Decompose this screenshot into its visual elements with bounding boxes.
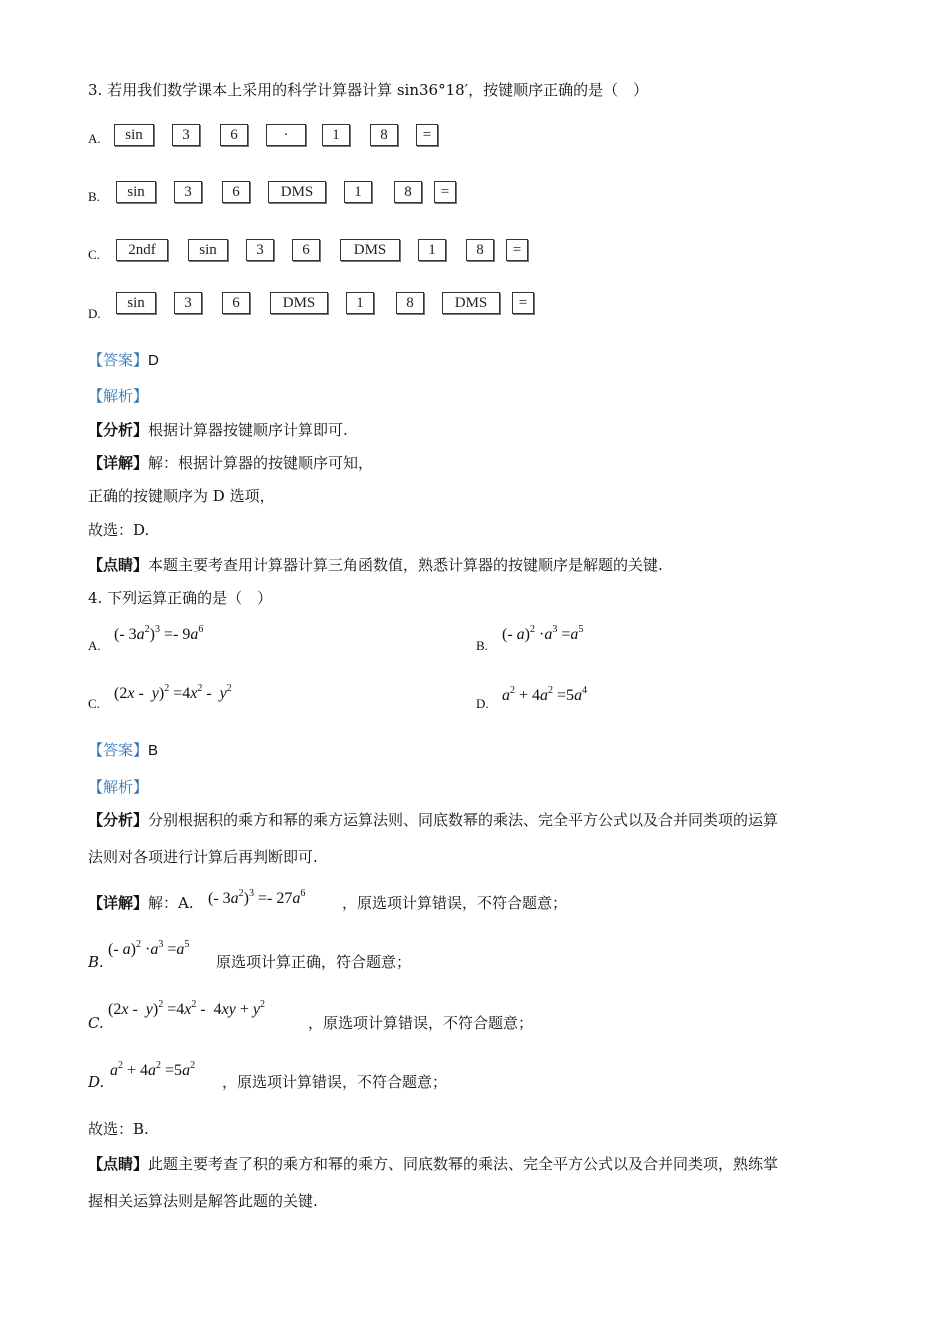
q4-detail-b-formula: (- $a)^2 \cdot a^3 =a^5$ [108, 939, 190, 958]
xiangjie-tag: 【详解】 [88, 894, 149, 912]
q4-fenxi [88, 810, 778, 830]
calc-key: 8 [466, 239, 494, 261]
q4-detail-d-formula: $a^2 + 4a^2 =5a^2$ [110, 1060, 196, 1079]
q4-xiangjie [88, 893, 194, 913]
calc-key: 3 [246, 239, 274, 261]
calc-key: = [512, 292, 534, 314]
q3-conclusion: 故选：D. [88, 521, 150, 539]
fenxi-text: 根据计算器按键顺序计算即可. [148, 421, 348, 439]
q4-option-d-letter: D. [476, 696, 489, 711]
calc-key: 6 [222, 181, 250, 203]
calc-key: DMS [268, 181, 326, 203]
q4-option-a-formula: (- $3a^2)^3 =- 9a^6$ [114, 624, 204, 643]
q4-dianjing-line2: 握相关运算法则是解答此题的关键. [88, 1192, 318, 1210]
calc-key: = [506, 239, 528, 261]
calc-key: sin [188, 239, 228, 261]
calc-key: 3 [174, 181, 202, 203]
dianjing-tag: 【点睛】 [88, 1155, 149, 1173]
q4-option-c-formula: $(2x - y)^2 =4x^2 - y^2$ [114, 683, 232, 702]
answer-value: D [148, 352, 159, 369]
q4-conclusion: 故选：B. [88, 1120, 149, 1138]
q4-detail-b-letter: B. [88, 953, 104, 971]
calc-key: DMS [270, 292, 328, 314]
calc-key: sin [116, 181, 156, 203]
q4-detail-c-formula: $(2x - y)^2 =4x^2 - 4xy + y^2$ [108, 999, 266, 1018]
calc-key: · [266, 124, 306, 146]
q4-answer [88, 740, 158, 761]
calc-key: 2ndf [116, 239, 168, 261]
calc-key: 3 [174, 292, 202, 314]
q4-option-c-letter: C. [88, 696, 100, 711]
q4-detail-d-letter: D. [88, 1073, 105, 1091]
calc-key: 8 [396, 292, 424, 314]
q4-stem: 4. 下列运算正确的是（ ） [88, 589, 273, 607]
q3-analysis-tag: 【解析】 [88, 387, 149, 405]
q4-detail-d-tail: ，原选项计算错误，不符合题意； [222, 1073, 448, 1091]
calc-key: = [416, 124, 438, 146]
q4-option-b-letter: B. [476, 638, 488, 653]
answer-tag: 【答案】 [88, 351, 149, 369]
answer-value: B [148, 742, 159, 759]
calc-key: 6 [292, 239, 320, 261]
q4-option-b-formula: (- $a)^2 \cdot a^3 =a^5$ [502, 624, 584, 643]
q3-answer [88, 350, 159, 371]
calc-key: 8 [370, 124, 398, 146]
q4-dianjing [88, 1154, 778, 1174]
q4-detail-c-letter: C. [88, 1014, 104, 1032]
q4-detail-a-tail: ，原选项计算错误，不符合题意； [342, 894, 568, 912]
q4-detail-a-formula: (- $3a^2)^3 =- 27a^6$ [208, 888, 306, 907]
calc-key: 1 [346, 292, 374, 314]
q4-detail-c-tail: ，原选项计算错误，不符合题意； [308, 1014, 534, 1032]
fenxi-tag: 【分析】 [88, 421, 149, 439]
calc-key: 1 [322, 124, 350, 146]
answer-tag: 【答案】 [88, 741, 149, 759]
dianjing-text: 此题主要考查了积的乘方和幂的乘方、同底数幂的乘法、完全平方公式以及合并同类项，熟练掌 [148, 1155, 779, 1173]
calc-key: 8 [394, 181, 422, 203]
q4-detail-b-tail: 原选项计算正确，符合题意； [216, 953, 412, 971]
calc-key: = [434, 181, 456, 203]
calc-key: sin [116, 292, 156, 314]
fenxi-tag: 【分析】 [88, 811, 149, 829]
fenxi-text: 分别根据积的乘方和幂的乘方运算法则、同底数幂的乘法、完全平方公式以及合并同类项的运算 [148, 811, 779, 829]
q3-dianjing [88, 555, 663, 575]
calc-key: 6 [220, 124, 248, 146]
q3-option-b-letter: B. [88, 189, 100, 204]
calc-key: DMS [442, 292, 500, 314]
calc-key: 3 [172, 124, 200, 146]
xiangjie-tag: 【详解】 [88, 454, 149, 472]
calc-key: 6 [222, 292, 250, 314]
calc-key: DMS [340, 239, 400, 261]
q3-xiangjie-line2: 正确的按键顺序为 D 选项， [88, 487, 275, 505]
xiangjie-prefix: 解：A. [148, 894, 194, 912]
calc-key: 1 [344, 181, 372, 203]
calc-key: sin [114, 124, 154, 146]
xiangjie-text: 解：根据计算器的按键顺序可知， [148, 454, 374, 472]
q4-analysis-tag: 【解析】 [88, 778, 149, 796]
q4-fenxi-line2: 法则对各项进行计算后再判断即可. [88, 848, 318, 866]
q3-option-c-letter: C. [88, 247, 100, 262]
q3-xiangjie [88, 453, 373, 473]
q3-stem: 3. 若用我们数学课本上采用的科学计算器计算 sin36°18′，按键顺序正确的是（ ） [88, 81, 649, 99]
dianjing-text: 本题主要考查用计算器计算三角函数值，熟悉计算器的按键顺序是解题的关键. [148, 556, 663, 574]
q3-option-d-letter: D. [88, 306, 101, 321]
q4-option-d-formula: $a^2 + 4a^2 =5a^4$ [502, 685, 588, 704]
calc-key: 1 [418, 239, 446, 261]
dianjing-tag: 【点睛】 [88, 556, 149, 574]
q4-option-a-letter: A. [88, 638, 101, 653]
q3-fenxi [88, 420, 348, 440]
q3-option-a-letter: A. [88, 131, 101, 146]
